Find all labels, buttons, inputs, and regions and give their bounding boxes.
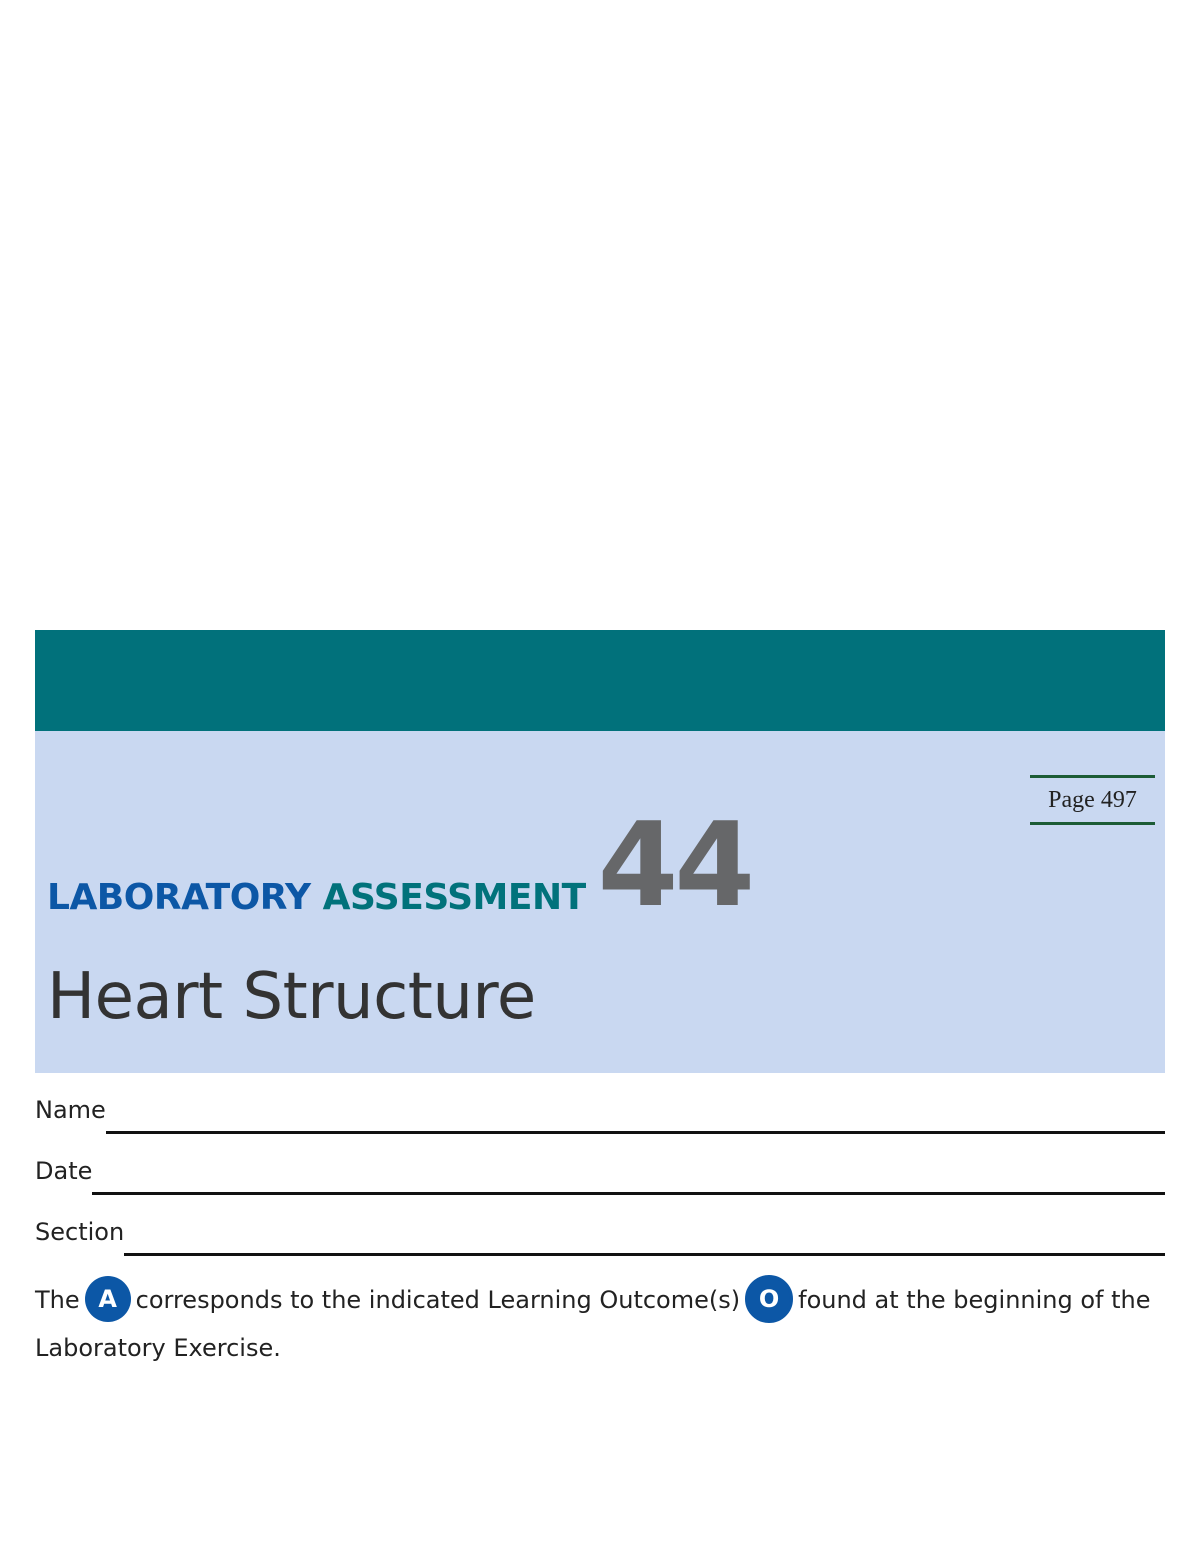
laboratory-word: LABORATORY [47, 877, 311, 918]
date-field[interactable] [35, 1155, 1165, 1195]
name-label: Name [35, 1096, 106, 1124]
page-number-marker [1030, 775, 1155, 825]
assessment-number: 44 [597, 798, 752, 934]
outcome-o-icon: O [745, 1275, 793, 1323]
lab-assessment-heading [47, 798, 752, 934]
date-line[interactable] [92, 1192, 1165, 1195]
date-label: Date [35, 1157, 93, 1185]
assessment-a-icon: A [85, 1276, 131, 1322]
note-text-3: found at the beginning of the Laboratory Exercise. [35, 1286, 1151, 1362]
section-label: Section [35, 1218, 125, 1246]
note-text-1: The [35, 1286, 80, 1314]
learning-outcome-note [35, 1277, 1170, 1372]
section-field[interactable] [35, 1216, 1165, 1256]
page-number-text: Page 497 [1048, 786, 1137, 813]
name-field[interactable] [35, 1094, 1165, 1134]
note-text-2: corresponds to the indicated Learning Outcome(s) [135, 1286, 741, 1314]
header-teal-band [35, 630, 1165, 731]
page-title: Heart Structure [47, 960, 536, 1034]
name-line[interactable] [106, 1131, 1165, 1134]
section-line[interactable] [124, 1253, 1165, 1256]
assessment-word: ASSESSMENT [322, 877, 586, 918]
